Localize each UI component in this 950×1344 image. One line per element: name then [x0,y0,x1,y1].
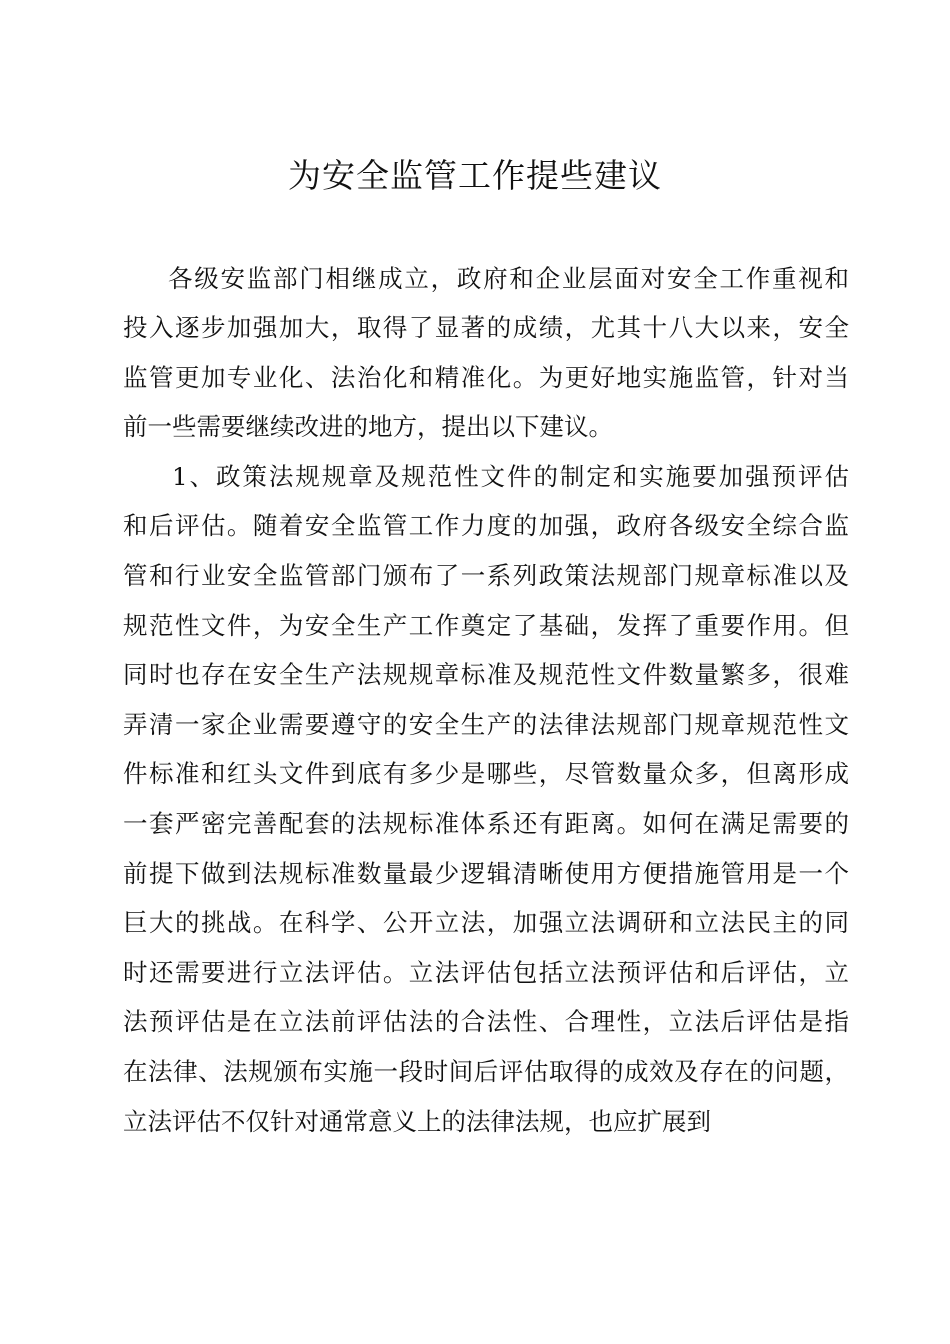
body-line: 前提下做到法规标准数量最少逻辑清晰使用方便措施管用是一个 [123,859,849,888]
body-line: 件标准和红头文件到底有多少是哪些，尽管数量众多，但离形成 [123,759,849,788]
body-line: 和后评估。随着安全监管工作力度的加强，政府各级安全综合监 [123,511,849,540]
body-line: 监管更加专业化、法治化和精准化。为更好地实施监管，针对当 [123,363,849,392]
body-line: 各级安监部门相继成立，政府和企业层面对安全工作重视和 [168,264,849,293]
body-line: 立法评估不仅针对通常意义上的法律法规，也应扩展到 [123,1107,711,1136]
body-line: 在法律、法规颁布实施一段时间后评估取得的成效及存在的问题， [123,1057,849,1086]
body-line: 弄清一家企业需要遵守的安全生产的法律法规部门规章规范性文 [123,710,849,739]
body-line: 法预评估是在立法前评估法的合法性、合理性，立法后评估是指 [123,1007,849,1036]
body-line: 时还需要进行立法评估。立法评估包括立法预评估和后评估，立 [123,958,849,987]
body-line: 投入逐步加强加大，取得了显著的成绩，尤其十八大以来，安全 [123,313,849,342]
body-line: 同时也存在安全生产法规规章标准及规范性文件数量繁多，很难 [123,660,849,689]
body-line: 一套严密完善配套的法规标准体系还有距离。如何在满足需要的 [123,809,849,838]
body-line: 前一些需要继续改进的地方，提出以下建议。 [123,412,613,441]
body-line: 管和行业安全监管部门颁布了一系列政策法规部门规章标准以及 [123,561,849,590]
document-title: 为安全监管工作提些建议 [288,156,662,195]
body-line: 巨大的挑战。在科学、公开立法，加强立法调研和立法民主的同 [123,908,849,937]
body-line: 规范性文件，为安全生产工作奠定了基础，发挥了重要作用。但 [123,611,849,640]
body-line: 1、政策法规规章及规范性文件的制定和实施要加强预评估 [172,462,849,491]
